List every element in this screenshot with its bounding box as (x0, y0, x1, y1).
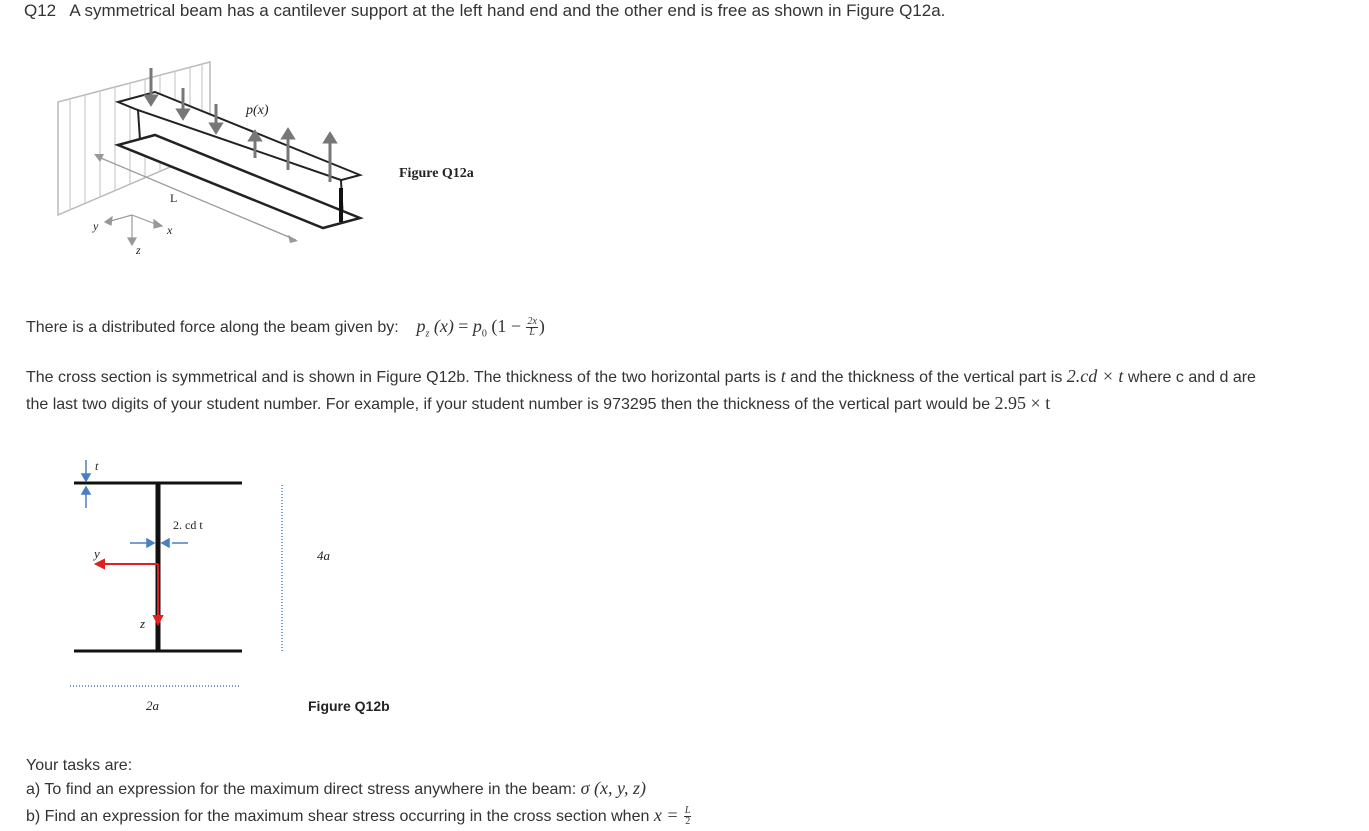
section-axes (96, 560, 162, 624)
question-line (24, 1, 945, 21)
force-p0: $p_0$ (472, 316, 487, 340)
task-a-text: a) To find an expression for the maximum direct stress anywhere in the beam: (26, 781, 577, 798)
t-label: t (95, 459, 99, 473)
cs-expr-295: 2.95 × t (994, 393, 1051, 413)
axis-z-label: z (140, 616, 146, 631)
cs-text-1b: and the thickness of the vertical part is (790, 369, 1063, 386)
cs-t-symbol: t (780, 366, 786, 386)
tasks-heading: Your tasks are: (26, 757, 133, 774)
axis-y-label: y (94, 546, 100, 561)
question-statement: A symmetrical beam has a cantilever support at the left hand end and the other end is free as shown in Figure Q12a. (69, 1, 946, 20)
task-b (26, 805, 692, 827)
force-lhs: $p_z$ (x) (416, 316, 454, 340)
axis-x-label: x (167, 223, 173, 237)
question-number: Q12 (24, 1, 57, 20)
force-equals: = (458, 316, 469, 336)
load-label: p(x) (246, 103, 269, 118)
task-a (26, 778, 646, 800)
task-b-text: b) Find an expression for the maximum shear stress occurring in the cross section when (26, 808, 650, 825)
length-arrow-start (94, 154, 104, 162)
task-a-math: σ (x, y, z) (580, 778, 646, 798)
cs-text-1c: where c and d are (1127, 369, 1256, 386)
force-open: (1 − (491, 316, 521, 336)
axis-y-label: y (93, 219, 99, 233)
cross-section-line-2 (26, 393, 1050, 415)
figure-q12a-diagram (50, 50, 370, 265)
figure-q12b-diagram (60, 450, 410, 725)
cs-expr-2cd: 2.cd × t (1066, 366, 1124, 386)
task-b-fraction: $\frac{L}{2}$ (684, 805, 691, 828)
figure-q12a-caption: Figure Q12a (399, 166, 474, 181)
task-b-math: x = (653, 805, 679, 825)
cs-text-1a: The cross section is symmetrical and is shown in Figure Q12b. The thickness of the two horizontal parts is (26, 369, 777, 386)
axes (105, 215, 162, 245)
width-label: 2a (146, 698, 159, 713)
height-label: 4a (317, 548, 330, 563)
force-close: ) (538, 316, 545, 336)
force-fraction: $\frac{2x}{L}$ (527, 316, 537, 339)
web-thickness-label: 2. cd t (173, 518, 203, 532)
cross-section-line-1 (26, 366, 1256, 388)
length-arrow-end (288, 235, 298, 243)
cs-text-2a: the last two digits of your student number. For example, if your student number is 973295 then the thickness of the vertical part would be (26, 396, 991, 413)
force-intro: There is a distributed force along the beam given by: (26, 319, 399, 336)
length-label: L (170, 191, 178, 205)
axis-z-label: z (136, 243, 141, 257)
force-line (26, 316, 545, 345)
figure-q12b-caption: Figure Q12b (308, 698, 390, 714)
